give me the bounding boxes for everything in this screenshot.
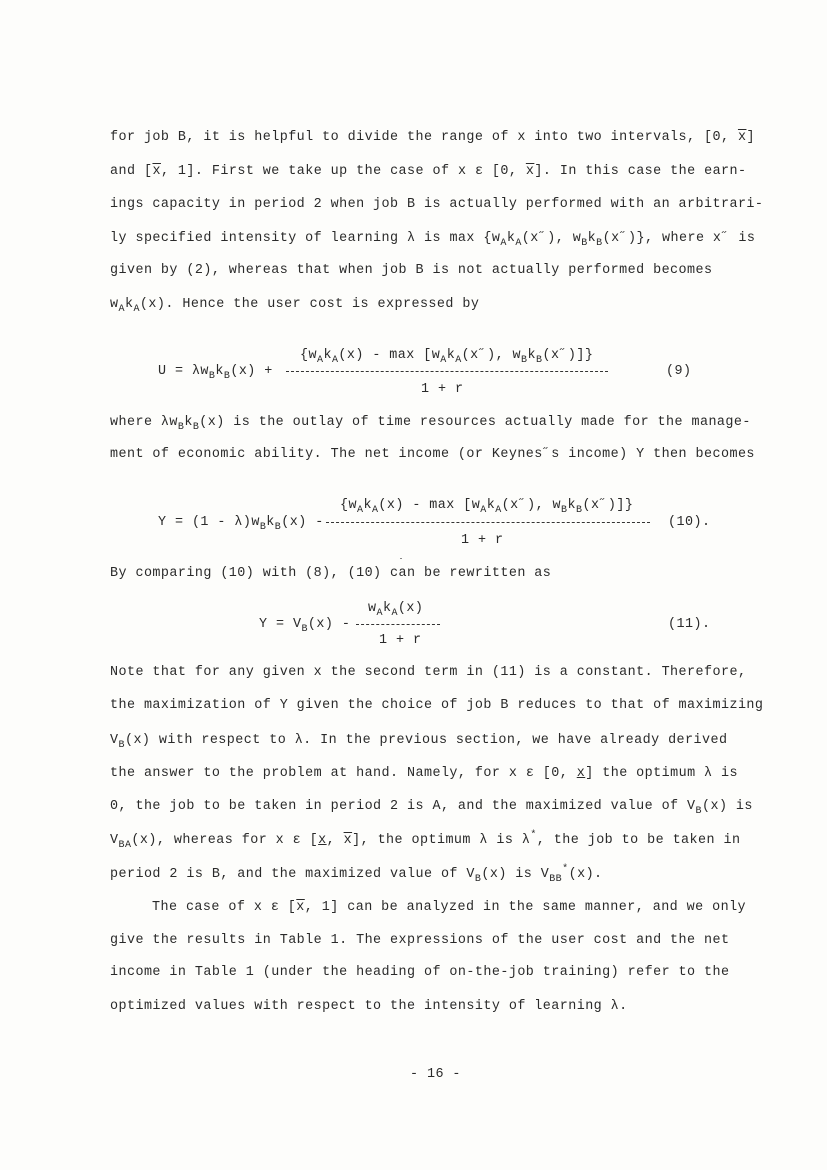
body-line-3: ings capacity in period 2 when job B is actually performed with an arbitrari-: [110, 197, 764, 212]
body-line-12: $V_B(x)$ with respect to λ. In the previous section, we have already derived: [110, 733, 728, 751]
eq10-number: (10).: [668, 515, 711, 530]
eq11-lhs: $Y = V_B(x)$ -: [259, 617, 351, 635]
body-line-4: ly specified intensity of learning λ is $\max \{w_Ak_A(x˝)$, $w_Bk_B(x˝)$}, where x˝ is: [110, 231, 756, 249]
body-line-13: the answer to the problem at hand. Namely, for x ε [0, x] the optimum λ is: [110, 766, 739, 781]
body-line-5: given by (2), whereas that when job B is not actually performed becomes: [110, 263, 713, 278]
eq10-numerator: {$w_Ak_A(x)$ - $\max [w_Ak_A(x˝)$, $w_Bk_B(x˝)$]}: [340, 498, 634, 516]
body-line-7: where $\lambda w_Bk_B(x)$ is the outlay of time resources actually made for the manage-: [110, 415, 751, 433]
eq9-lhs: $U = \lambda w_Bk_B(x)$ +: [158, 364, 273, 382]
body-line-10: Note that for any given x the second term in (11) is a constant. Therefore,: [110, 665, 747, 680]
body-line-6: $w_Ak_A(x)$. Hence the user cost is expressed by: [110, 297, 480, 315]
body-line-19: income in Table 1 (under the heading of on-the-job training) refer to the: [110, 965, 730, 980]
eq10-lhs: $Y = (1 - \lambda)w_Bk_B(x)$ -: [158, 515, 324, 533]
eq11-fraction-bar: [356, 624, 440, 625]
eq11-numerator: $w_Ak_A(x)$: [368, 601, 424, 619]
eq10-fraction-bar: [326, 522, 650, 523]
page-number: - 16 -: [410, 1067, 461, 1082]
body-line-14: 0, the job to be taken in period 2 is A, and the maximized value of $V_B(x)$ is: [110, 799, 753, 817]
eq9-number: (9): [666, 364, 692, 379]
body-line-8: ment of economic ability. The net income (or Keynes˝s income) Y then becomes: [110, 447, 755, 462]
eq11-denominator: 1 + r: [379, 633, 422, 648]
eq10-denominator: 1 + r: [461, 533, 504, 548]
eq9-numerator: {$w_Ak_A(x)$ - $\max [w_Ak_A(x˝)$, $w_Bk_B(x˝)$]}: [300, 348, 594, 366]
eq9-denominator: 1 + r: [421, 382, 464, 397]
scan-speck: [400, 558, 402, 559]
body-line-18: give the results in Table 1. The expressions of the user cost and the net: [110, 933, 730, 948]
eq11-number: (11).: [668, 617, 711, 632]
body-line-20: optimized values with respect to the intensity of learning λ.: [110, 999, 628, 1014]
body-line-2: and [$\overline{x}$, 1]. First we take up the case of x ε [0, $\overline{x}$]. In this case the earn-: [110, 164, 747, 179]
body-line-17: The case of x ε [$\overline{x}$, 1] can be analyzed in the same manner, and we only: [152, 900, 747, 915]
body-line-1: for job B, it is helpful to divide the range of x into two intervals, [0, $\overline{x}$]: [110, 130, 755, 145]
body-line-16: period 2 is B, and the maximized value of $V_B(x)$ is $V_{BB}^*(x)$.: [110, 864, 603, 885]
body-line-9: By comparing (10) with (8), (10) can be rewritten as: [110, 566, 552, 581]
body-line-15: $V_{BA}(x)$, whereas for x ε [x, $\overline{x}$], the optimum λ is λ*, the job to be taken in: [110, 830, 741, 851]
eq9-fraction-bar: [286, 371, 608, 372]
body-line-11: the maximization of Y given the choice of job B reduces to that of maximizing: [110, 698, 764, 713]
